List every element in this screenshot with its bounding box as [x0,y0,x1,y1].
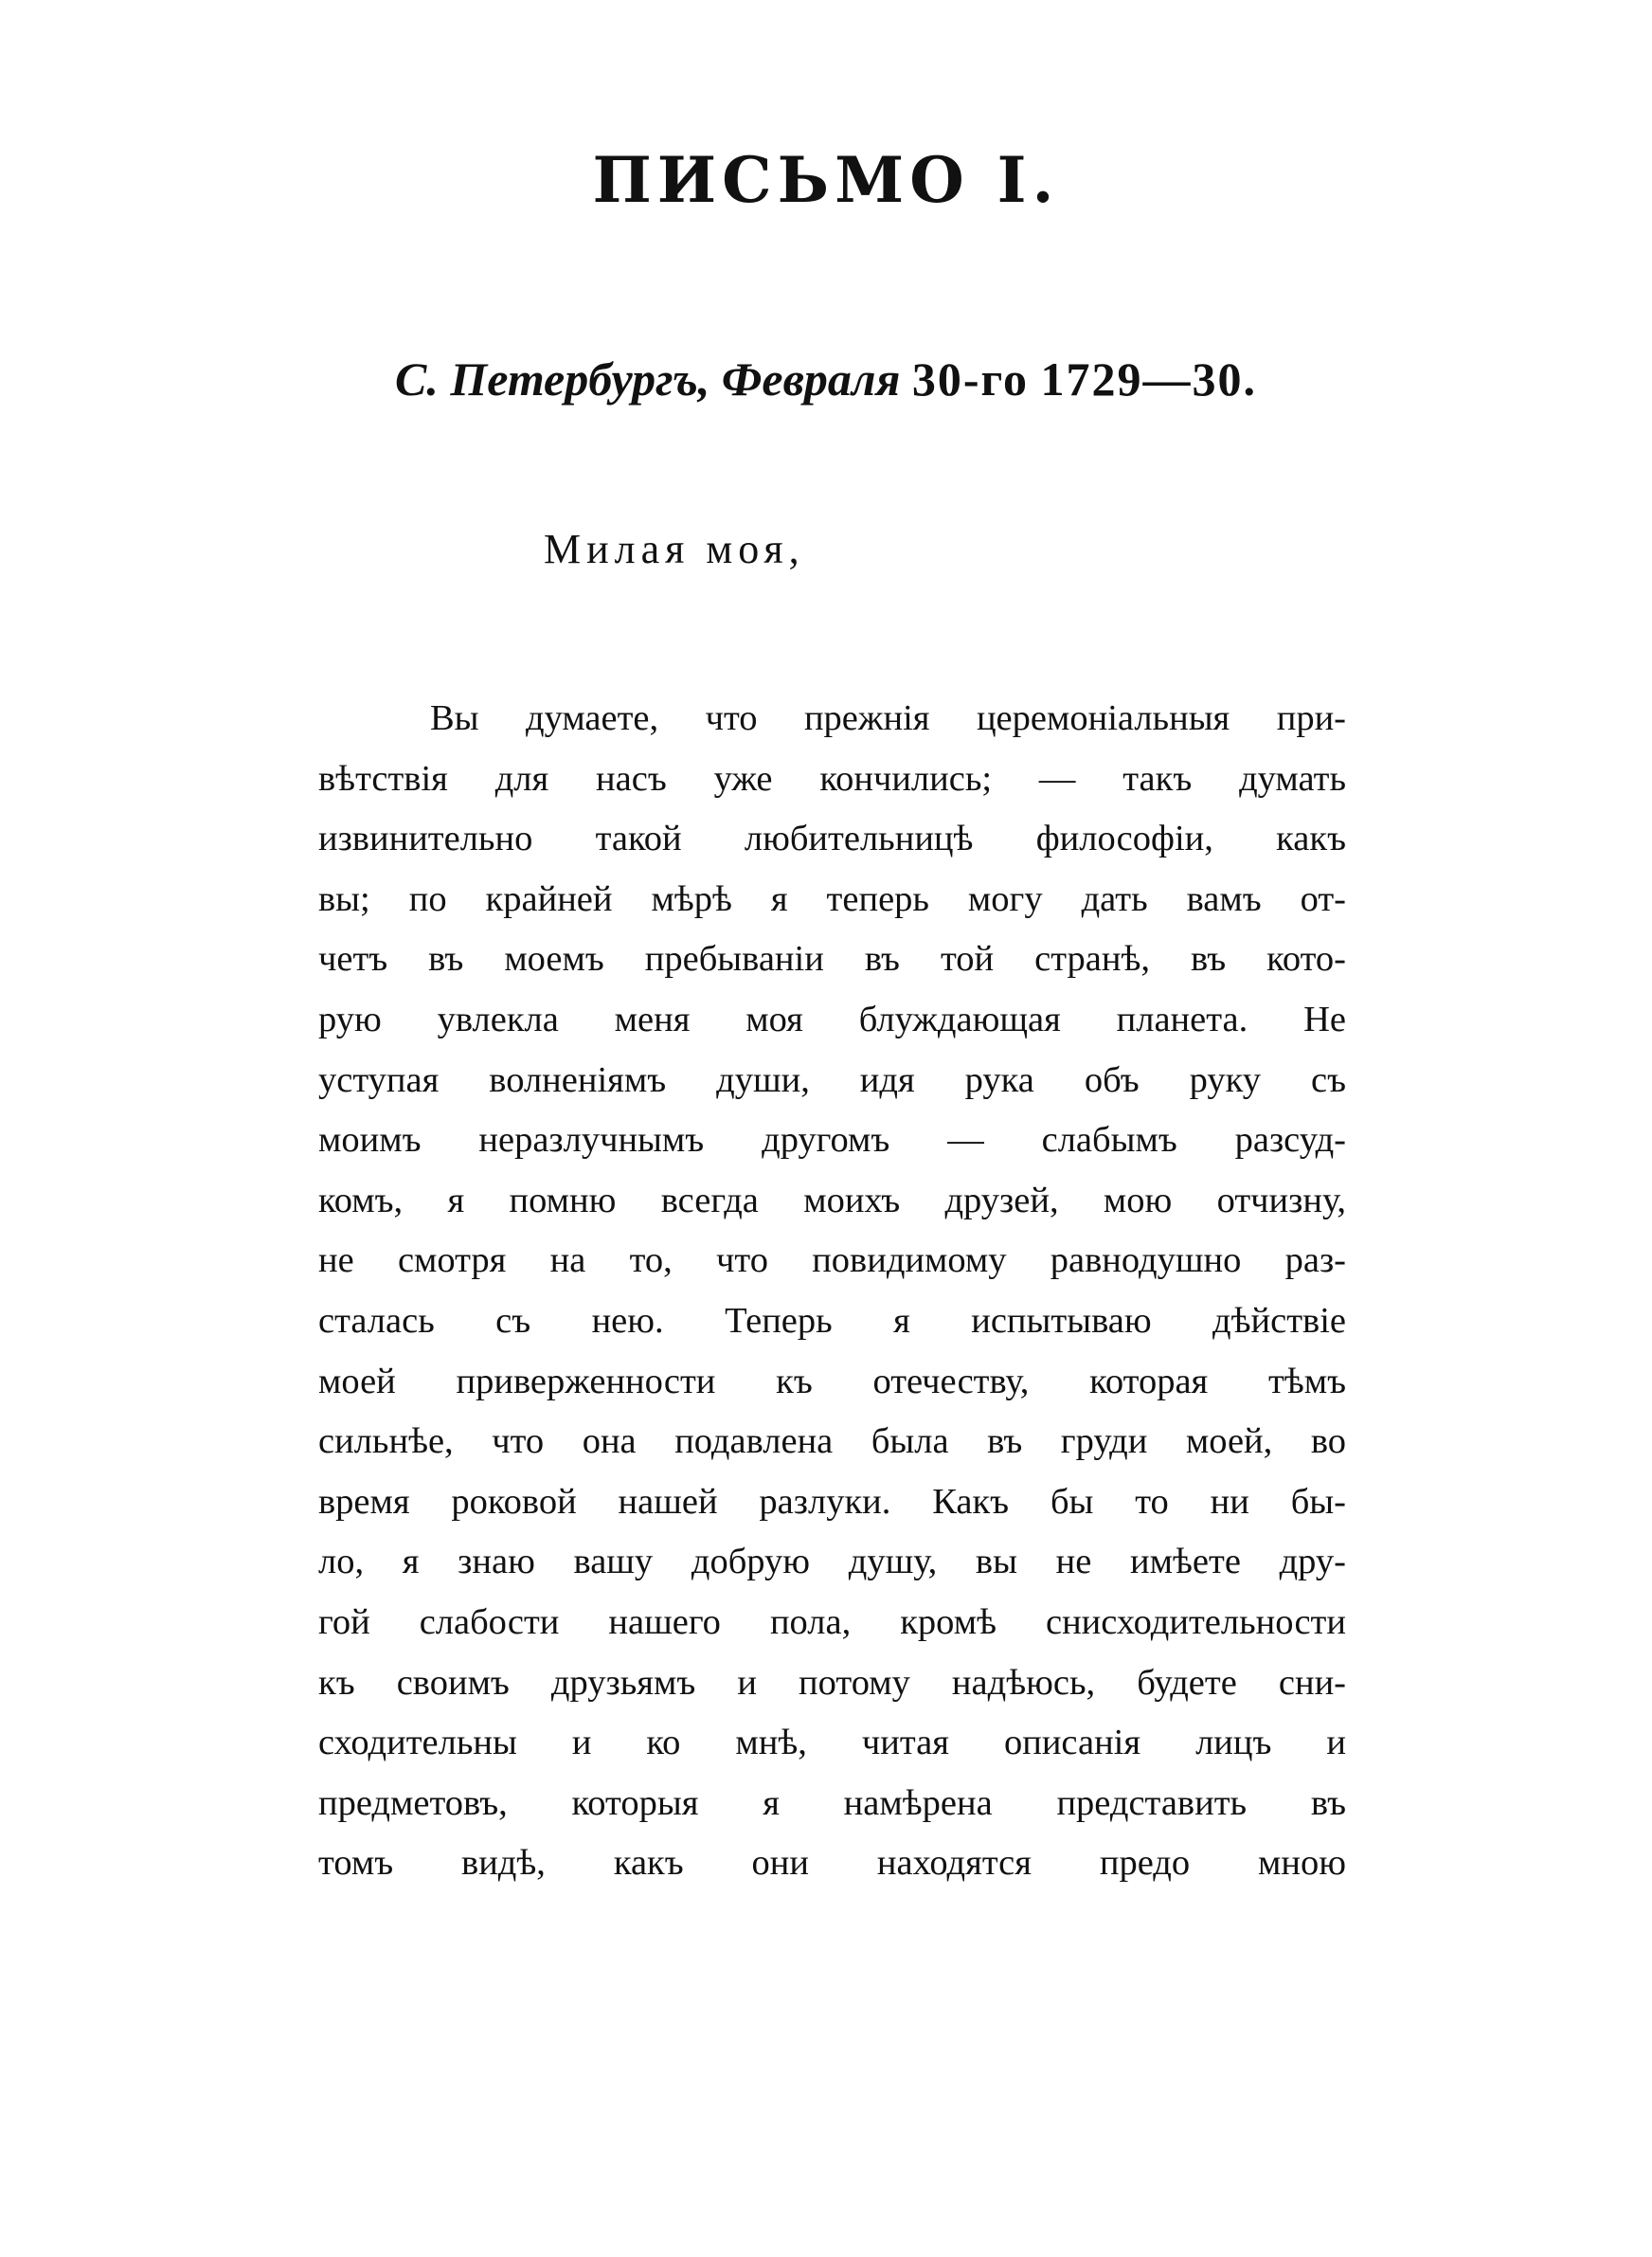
body-line: гой слабости нашего пола, кромѣ снисходительности [318,1601,1346,1642]
letter-body [318,689,1346,1894]
body-line: вы; по крайней мѣрѣ я теперь могу дать вамъ от- [318,878,1346,919]
body-line: сходительны и ко мнѣ, читая описанія лицъ и [318,1723,1346,1763]
body-line: четъ въ моемъ пребываніи въ той странѣ, въ кото- [318,939,1346,980]
body-line: сталась съ нею. Теперь я испытываю дѣйствіе [318,1300,1346,1341]
body-line: моей приверженности къ отечеству, которая тѣмъ [318,1361,1346,1401]
dateline-year: 1729—30. [1040,352,1257,406]
dateline-place: С. Петербургъ, [395,352,710,406]
body-line: томъ видѣ, какъ они находятся предо мною [318,1843,1346,1884]
salutation: Милая моя, [544,526,805,572]
body-line: не смотря на то, что повидимому равнодушно раз- [318,1240,1346,1281]
body-line: извинительно такой любительницѣ философіи, какъ [318,819,1346,859]
body-line: моимъ неразлучнымъ другомъ — слабымъ разсуд- [318,1120,1346,1161]
body-line: вѣтствія для насъ уже кончились; — такъ думать [318,758,1346,799]
letter-title: ПИСЬМО I. [592,143,1060,217]
dateline [0,349,1652,409]
body-line: рую увлекла меня моя блуждающая планета. Не [318,999,1346,1039]
body-line: ло, я знаю вашу добрую душу, вы не имѣете дру- [318,1542,1346,1582]
body-line: время роковой нашей разлуки. Какъ бы то ни бы- [318,1481,1346,1522]
body-line: уступая волненіямъ души, идя рука объ руку съ [318,1059,1346,1100]
body-line: комъ, я помню всегда моихъ друзей, мою отчизну, [318,1180,1346,1220]
body-line: Вы думаете, что прежнія церемоніальныя при- [430,698,1346,738]
dateline-day: 30-го [911,352,1029,406]
body-line: сильнѣе, что она подавлена была въ груди моей, во [318,1421,1346,1462]
body-line: къ своимъ друзьямъ и потому надѣюсь, будете сни- [318,1662,1346,1703]
body-line: предметовъ, которыя я намѣрена представить въ [318,1782,1346,1823]
dateline-month: Февраля [721,352,901,406]
